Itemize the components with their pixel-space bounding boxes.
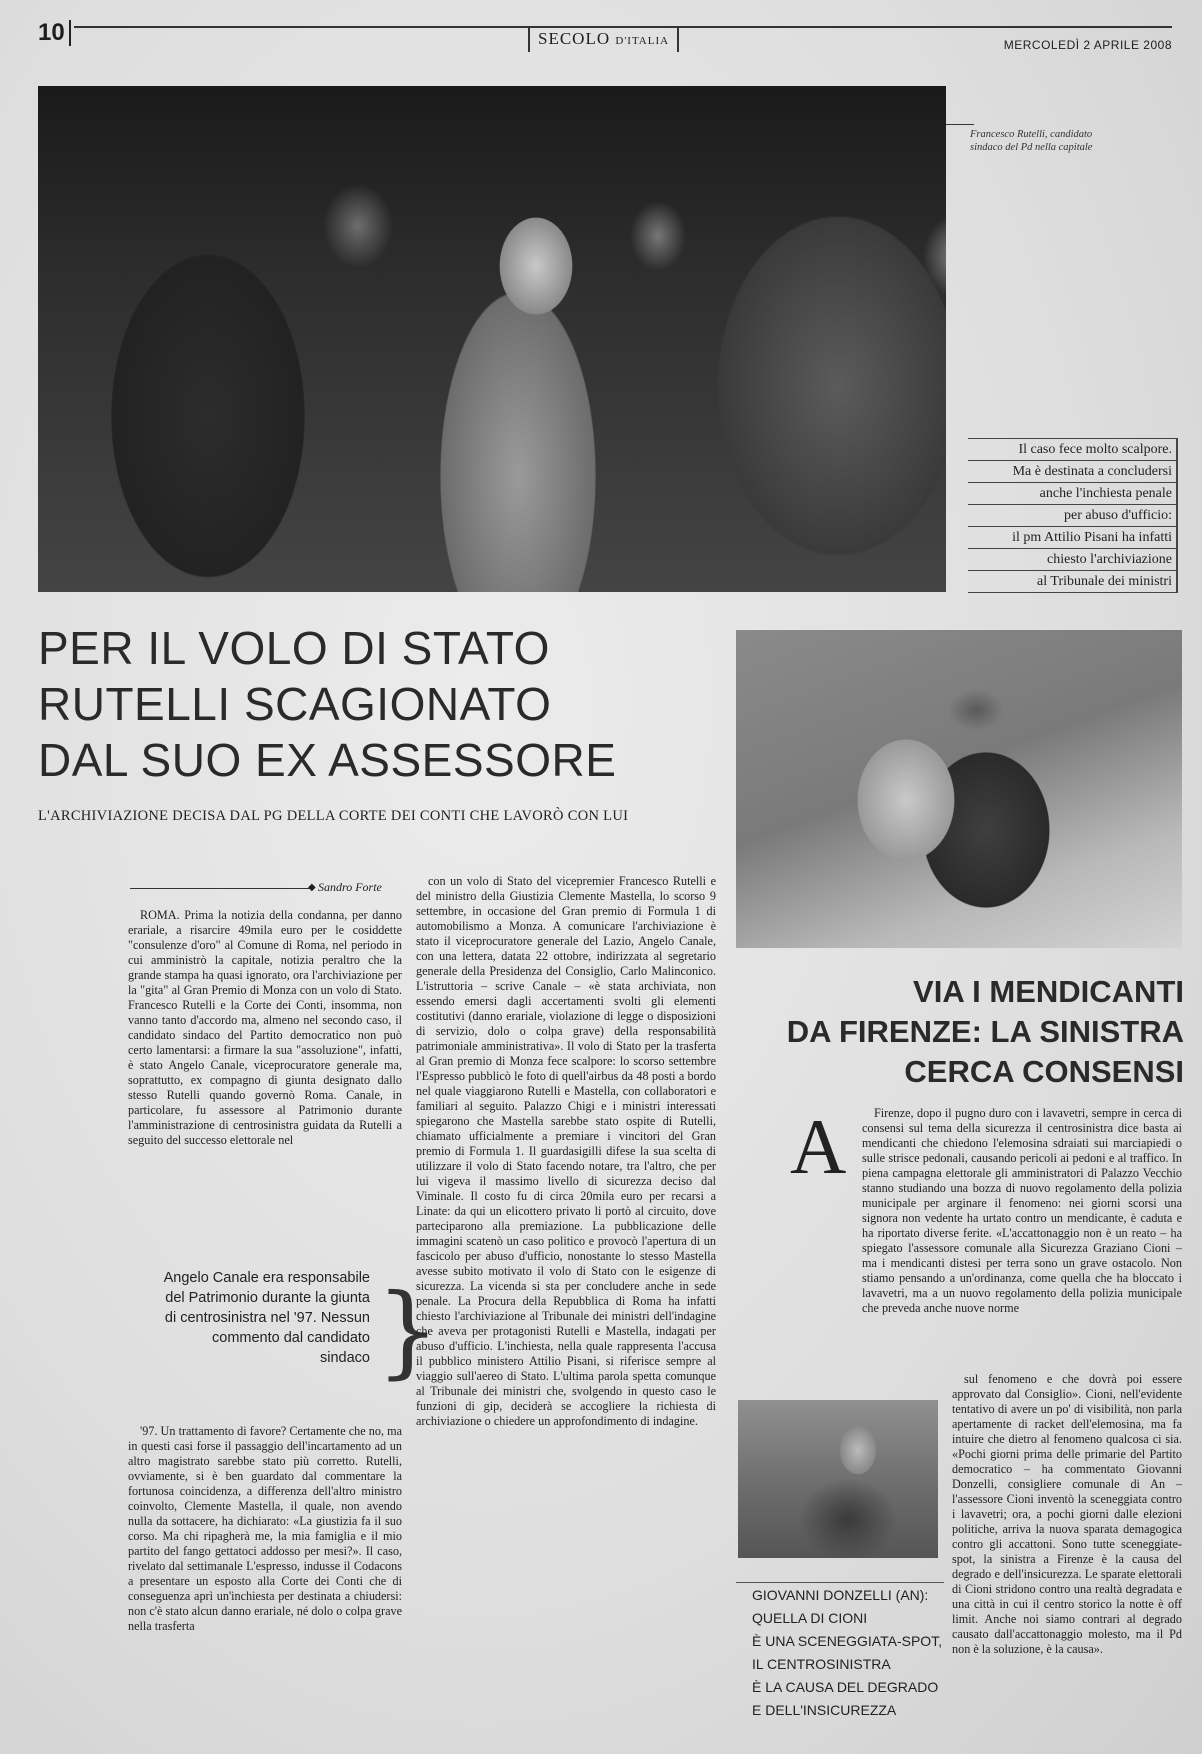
article2-column <box>862 1106 1182 1316</box>
headline-line: RUTELLI SCAGIONATO <box>38 678 552 730</box>
byline: Sandro Forte <box>318 880 382 894</box>
article-paragraph: con un volo di Stato del vicepremier Francesco Rutelli e del ministro della Giustizia Clemente Mastella, lo scorso 9 settembre, in occasione del Gran premio di Formula 1 di automobilismo a Monza. A comunicare l'archiviazione è stato il viceprocuratore generale del Lazio, Angelo Canale, con una lettera, datata 22 ottobre, indirizzata al segretario generale della Presidenza del Consiglio, Carlo Malinconico. L'istruttoria – scrive Canale – «è stata archiviata, non essendo emersi dagli accertamenti svolti gli elementi costitutivi (danno erariale, violazione di legge o disposizioni di servizio, dolo o colpa grave) della responsabilità patrimoniale amministrativa». Il volo di Stato per la trasferta al Gran premio di Monza fece scalpore: lo scorso settembre l'Espresso pubblicò le foto di quell'airbus da 48 posti a bordo nel quale viaggiarono Rutelli e Mastella, con collaboratori e familiari al seguito. Palazzo Chigi e i ministri interessati spiegarono che Mastella sarebbe stato ospite di Rutelli, chiamato ufficialmente a premiare i vincitori del Gran premio di Formula 1. Il guardasigilli difese la sua scelta di utilizzare il volo di Stato facendo notare, tra l'altro, che per lui vigeva il massimo livello di sicurezza deciso dal Viminale. Il costo fu di circa 20mila euro per recarsi a Linate: da qui un elicottero privato li portò al circuito, dove parteciparono alla premiazione. La pubblicazione delle immagini scatenò un caso politico e provocò l'apertura di un fascicolo per abuso d'ufficio, nonostante lo stesso Mastella avesse subito motivato il volo di Stato con le esigenze di sicurezza. La vicenda si sta per concludere anche in sede penale. La Procura della Repubblica di Roma ha infatti chiesto l'archiviazione al Tribunale dei ministri dell'indagine che aveva per protagonisti Rutelli e Mastella, indagati per abuso d'ufficio. L'inchiesta, nella quale rappresenta l'accusa il pubblico ministero Attilio Pisani, si riferisce sempre al viaggio sull'aereo di Stato. L'ultima parola spetta comunque al Tribunale dei ministri che, svolgendo in questo caso le funzioni di gip, deciderà se accogliere la richiesta di archiviazione o chiedere un approfondimento di indagine. <box>416 874 716 1428</box>
caption-line: È LA CAUSA DEL DEGRADO <box>752 1679 939 1695</box>
article-paragraph: Firenze, dopo il pugno duro con i lavavetri, sempre in cerca di consensi sul tema della sicurezza il centrosinistra dice basta ai mendicanti che chiedono l'elemosina sdraiati sui marciapiedi o sulle strisce pedonali, causando pericoli ai pedoni e al traffico. In piena campagna elettorale gli amministratori di Palazzo Vecchio stanno studiando una bozza di nuovo regolamento della polizia municipale per arginare il fenomeno: nei giorni scorsi una signora non vedente ha urtato contro un mendicante, è caduta e ha riportato diverse ferite. «L'accattonaggio non è un reato – ha spiegato l'assessore comunale alla Sicurezza Graziano Cioni – ma i mendicanti distesi per terra sono un grave ostacolo. Non stiamo pensando a un'ordinanza, come quella che ha bloccato i lavavetri, ma a un nuovo regolamento della polizia municipale che preveda anche nuove norme <box>862 1106 1182 1315</box>
article2-column-b <box>952 1372 1182 1657</box>
photo-caption: Francesco Rutelli, candidato sindaco del Pd nella capitale <box>970 129 1093 153</box>
brace-icon: } <box>376 1272 440 1389</box>
masthead <box>38 14 1172 52</box>
diamond-icon: ◆ <box>308 882 316 893</box>
byline-rule <box>130 888 310 889</box>
pull-quote-line: al Tribunale dei ministri <box>968 571 1178 593</box>
article-column-1 <box>128 908 402 1148</box>
paper-name-suffix: D'ITALIA <box>615 35 670 47</box>
caption-line: IL CENTROSINISTRA <box>752 1656 891 1672</box>
pull-quote-line: Ma è destinata a concludersi <box>968 461 1178 483</box>
caption-line: GIOVANNI DONZELLI (AN): <box>752 1587 929 1603</box>
donzelli-photo <box>738 1400 938 1558</box>
headline-line: PER IL VOLO DI STATO <box>38 622 550 674</box>
page-number: 10 <box>38 20 71 46</box>
headline-line: DA FIRENZE: LA SINISTRA <box>786 1014 1184 1049</box>
article-paragraph: ROMA. Prima la notizia della condanna, per danno erariale, a risarcire 49mila euro per le cosiddette "consulenze d'oro" al Comune di Roma, nel periodo in cui amministrò la capitale, notizia peraltro che la grande stampa ha quasi ignorato, ora l'archiviazione per la "gita" al Gran Premio di Monza con un volo di Stato. Francesco Rutelli e la Corte dei Conti, insomma, non vanno tanto d'accordo ma, almeno nel secondo caso, il candidato sindaco del Partito democratico non può certo lamentarsi: a firmare la sua "assoluzione", infatti, è stato Angelo Canale, viceprocuratore generale ma, soprattutto, ex compagno di giunta designato dallo stesso Rutelli quando governò Roma. Canale, in particolare, fu assessore al Patrimonio durante l'amministrazione di centrosinistra guidata da Rutelli a seguito del successo elettorale nel <box>128 908 402 1147</box>
article-subhead: L'ARCHIVIAZIONE DECISA DAL PG DELLA CORTE DEI CONTI CHE LAVORÒ CON LUI <box>38 808 629 824</box>
pull-quote-secondary: Angelo Canale era responsabile del Patrimonio durante la giunta di centrosinistra nel '97. Nessun commento dal candidato sindaco <box>163 1270 370 1366</box>
caption-line: E DELL'INSICUREZZA <box>752 1702 897 1718</box>
issue-date: MERCOLEDÌ 2 APRILE 2008 <box>1003 38 1172 52</box>
caption-line: È UNA SCENEGGIATA-SPOT, <box>752 1633 943 1649</box>
caption-rule <box>736 1582 944 1583</box>
article-column-2 <box>416 874 716 1429</box>
pull-quote-line: anche l'inchiesta penale <box>968 483 1178 505</box>
headline-line: DAL SUO EX ASSESSORE <box>38 734 617 786</box>
pull-quote-line: chiesto l'archiviazione <box>968 549 1178 571</box>
paper-name-main: SECOLO <box>538 29 611 48</box>
pull-quote-line: Il caso fece molto scalpore. <box>968 438 1178 461</box>
pull-quote-main <box>968 438 1178 593</box>
caption-line: QUELLA DI CIONI <box>752 1610 868 1626</box>
article-column-1b <box>128 1424 402 1634</box>
drop-cap: A <box>790 1103 847 1190</box>
article-paragraph: sul fenomeno e che dovrà poi essere approvato dal Consiglio». Cioni, nell'evidente tentativo di avere un po' di visibilità, non parla apertamente di racket dell'elemosina, ma fa intuire che dietro al fenomeno qualcosa ci sia. «Pochi giorni prima delle primarie del Partito democratico – ha commentato Giovanni Donzelli, consigliere comunale di An – l'assessore Cioni inventò la sceneggiata contro i lavavetri; ora, a pochi giorni dalle elezioni politiche, arriva la nuova sparata demagogica contro gli accattoni. Sono tutte sceneggiate-spot, la sinistra a Firenze è la causa del degrado e dell'insicurezza. Le sparate elettorali di Cioni stridono contro una realtà degradata e una città in cui il centro storico la notte è off limit. Anche noi siamo contrari al degrado causato dall'accattonaggio molesto, ma il Pd non è la soluzione, è la causa». <box>952 1372 1182 1656</box>
article-paragraph: '97. Un trattamento di favore? Certamente che no, ma in questi casi forse il passaggio dell'incartamento ad un altro magistrato sarebbe stato più corretto. Rutelli, ovviamente, si è ben guardato dal commentare la fortunosa coincidenza, a differenza dell'altro ministro coinvolto, Clemente Mastella, il quale, non avendo nulla da sottacere, ha dichiarato: «La giustizia fa il suo corso. Ma chi ripagherà me, la mia famiglia e il mio partito del fango gettatoci addosso per mesi?». Il caso, rivelato dal settimanale L'espresso, indusse il Codacons a presentare un esposto alla Corte dei Conti che di conseguenza aprì un'inchiesta per destinata a chiudersi: non c'è stato alcun danno erariale, né dolo o colpa grave nella trasferta <box>128 1424 402 1633</box>
credit-rule <box>946 124 974 125</box>
main-photo <box>38 86 946 592</box>
donzelli-caption <box>752 1584 952 1722</box>
beggar-photo <box>736 630 1182 948</box>
pull-quote-line: per abuso d'ufficio: <box>968 505 1178 527</box>
headline-line: CERCA CONSENSI <box>904 1054 1184 1089</box>
paper-name <box>528 28 679 52</box>
article2-headline <box>740 972 1184 1092</box>
article-headline <box>38 620 718 788</box>
pull-quote-line: il pm Attilio Pisani ha infatti <box>968 527 1178 549</box>
headline-line: VIA I MENDICANTI <box>913 974 1184 1009</box>
